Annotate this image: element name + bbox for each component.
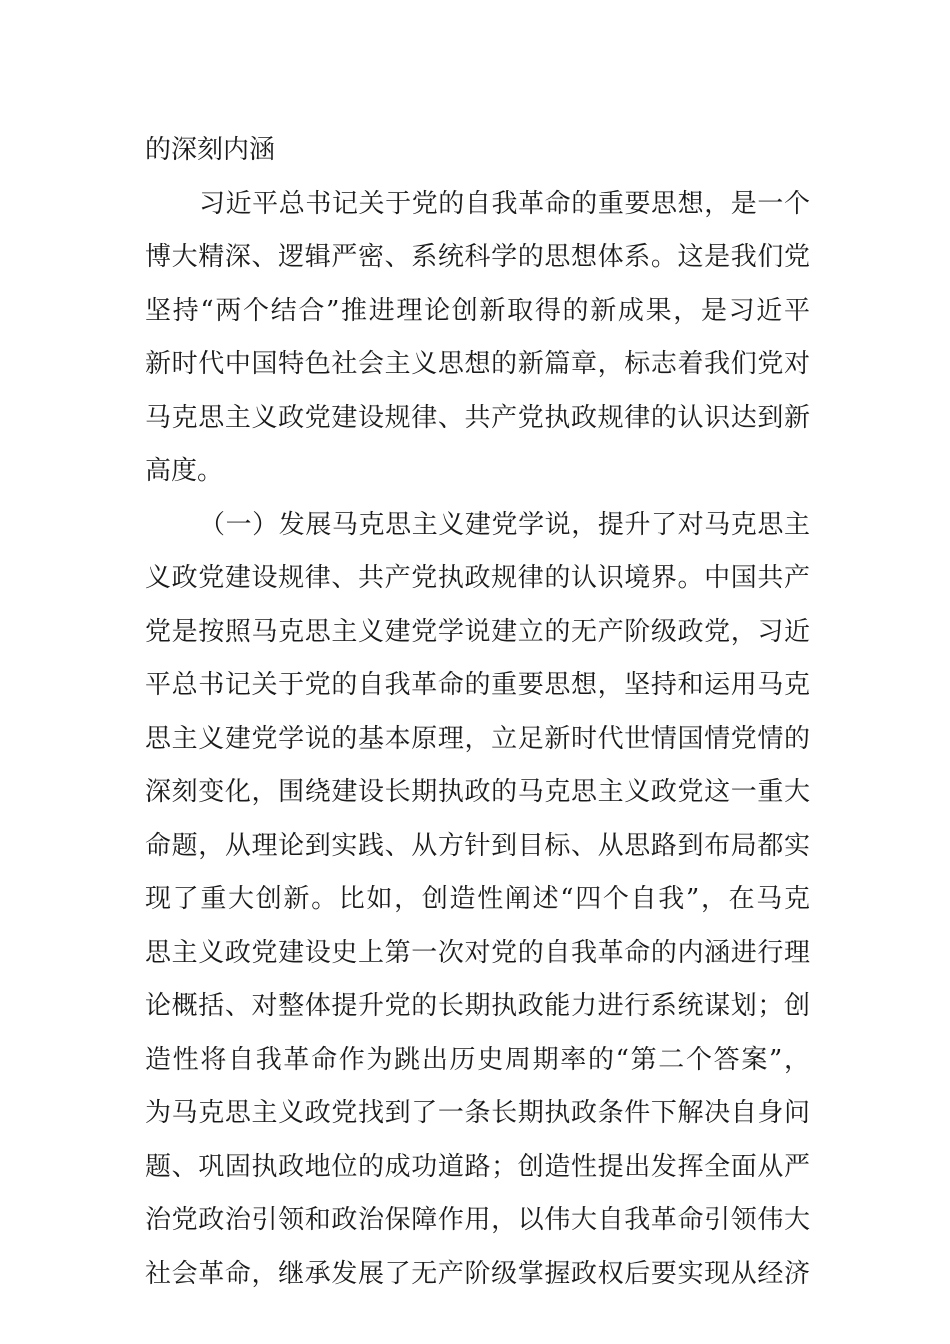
text-line: 命题，从理论到实践、从方针到目标、从思路到布局都实 [145, 830, 810, 861]
text-line: 的深刻内涵 [145, 135, 276, 165]
text-line: 马克思主义政党建设规律、共产党执政规律的认识达到新 [145, 402, 810, 433]
text-line: 思主义政党建设史上第一次对党的自我革命的内涵进行理 [145, 937, 810, 968]
text-line: 新时代中国特色社会主义思想的新篇章，标志着我们党对 [145, 349, 810, 379]
text-line: 论概括、对整体提升党的长期执政能力进行系统谋划；创 [145, 991, 810, 1021]
text-line: 造性将自我革命作为跳出历史周期率的“第二个答案”， [145, 1044, 810, 1075]
text-line: 习近平总书记关于党的自我革命的重要思想，是一个 [199, 188, 810, 219]
text-line: 党是按照马克思主义建党学说建立的无产阶级政党，习近 [145, 616, 810, 647]
text-line: 为马克思主义政党找到了一条长期执政条件下解决自身问 [145, 1098, 810, 1128]
text-line: 现了重大创新。比如，创造性阐述“四个自我”，在马克 [145, 884, 810, 914]
text-line: 博大精深、逻辑严密、系统科学的思想体系。这是我们党 [145, 242, 810, 272]
text-line: 深刻变化，围绕建设长期执政的马克思主义政党这一重大 [145, 777, 810, 807]
text-line: 社会革命，继承发展了无产阶级掌握政权后要实现从经济 [145, 1258, 810, 1289]
text-line: （一）发展马克思主义建党学说，提升了对马克思主 [199, 509, 810, 540]
text-line: 平总书记关于党的自我革命的重要思想，坚持和运用马克 [145, 670, 810, 700]
text-line: 坚持“两个结合”推进理论创新取得的新成果，是习近平 [145, 295, 810, 326]
document-body [145, 124, 810, 1301]
text-line: 高度。 [145, 456, 224, 486]
text-line: 题、巩固执政地位的成功道路；创造性提出发挥全面从严 [145, 1151, 810, 1182]
text-line: 治党政治引领和政治保障作用，以伟大自我革命引领伟大 [145, 1205, 810, 1235]
text-line: 义政党建设规律、共产党执政规律的认识境界。中国共产 [145, 563, 810, 593]
text-line: 思主义建党学说的基本原理，立足新时代世情国情党情的 [145, 723, 810, 754]
